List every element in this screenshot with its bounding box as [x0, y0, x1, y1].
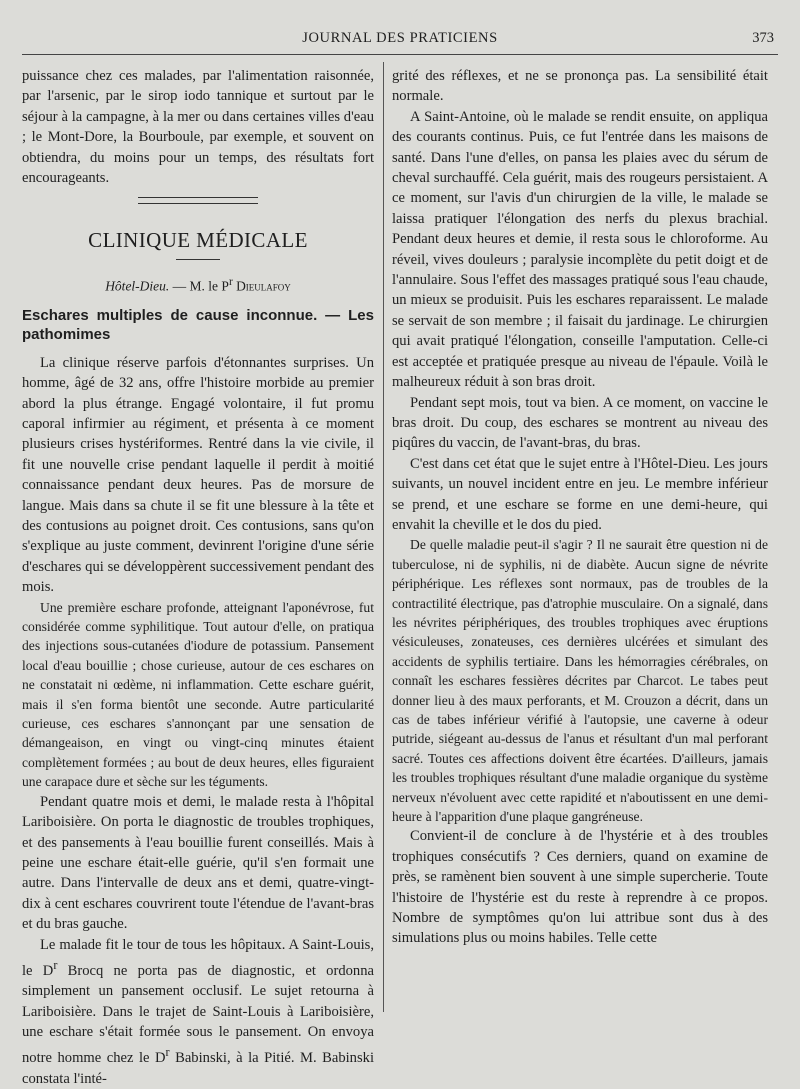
right-column [392, 66, 768, 949]
page-number: 373 [752, 30, 774, 46]
byline [22, 272, 374, 297]
text-run: Brocq ne porta pas de diagnostic, et ordonna simplement un pansement occlusif. Le sujet retourna à Lariboisière. Dans le trajet de Saint-Louis à Lariboisière, une eschare s'était formée sous le pansement. On envoya notre homme chez le D [22, 962, 374, 1067]
paragraph: Convient-il de conclure à de l'hystérie et à des troubles trophiques consécutifs ? Ces derniers, quand on examine de près, se ramènent bien souvent à une simple supercherie. Toute l'histoire de l'hystérie est du reste à reprendre à ce propos. Nombre de symptômes qu'on lui attribue sont dus à des simulations plus ou moins habiles. Telle cette [392, 828, 768, 947]
paragraph: Pendant sept mois, tout va bien. A ce moment, on vaccine le bras droit. Du coup, des eschares se montrent au niveau des piqûres du vaccin, de l'avant-bras, du bras. [392, 394, 768, 452]
header-rule [22, 54, 778, 55]
byline-superscript: r [228, 275, 233, 288]
paragraph: C'est dans cet état que le sujet entre à l'Hôtel-Dieu. Les jours suivants, un nouvel incident entre en jeu. Le membre inférieur se prend, et une eschare se forme en une demi-heure, qui envahit la cheville et le dos du pied. [392, 455, 768, 533]
section-title: CLINIQUE MÉDICALE [88, 228, 308, 253]
column-divider [383, 62, 384, 1012]
paragraph: Une première eschare profonde, atteignant l'aponévrose, fut considérée comme syphilitique. Tout autour d'elle, on pratiqua des injections sous-cutanées d'iodure de potassium. Pansement local d'eau bouillie ; chose curieuse, autour de ces eschares on ne constatait ni œdème, ni inflammation. Cette eschare guérit, mais il s'en forma bientôt une seconde. Autre particularité curieuse, ces eschares s'annonçant par une sensation de démangeaison, en vingt ou vingt-cinq minutes étaient complètement formées ; au bout de deux heures, elles figuraient une carapace dure et sèche sur les téguments. [22, 599, 374, 790]
paragraph: La clinique réserve parfois d'étonnantes surprises. Un homme, âgé de 32 ans, offre l'histoire morbide au premier abord la plus étrange. Engagé volontaire, il fut promu caporal infirmier au régiment, et présenta à ce moment plusieurs crises hystériformes. Rentré dans la vie civile, il fit une nouvelle crise pendant laquelle il perdit à moitié connaissance pendant deux heures. Pas de morsure de langue. Mais dans sa chute il se fit une blessure à la tête et des contusions au poignet droit. Ces contusions, sans qu'on s'explique au juste comment, devinrent l'origine d'une série d'eschares qui se développèrent successivement pendant des mois. [22, 354, 374, 596]
paragraph: A Saint-Antoine, où le malade se rendit ensuite, on appliqua des courants continus. Puis, ce fut l'entrée dans les maisons de santé. Dans l'une d'elles, on pansa les plaies avec du sérum de cheval surchauffé. Cela guérit, mais des rougeurs persistaient. A ce moment, sur l'avis d'un chirurgien de la ville, le malade se laissa pratiquer l'élongation des nerfs du plexus brachial. Pendant deux heures et demie, il resta sous le chloroforme. Au réveil, vives douleurs ; paralysie incomplète du petit doigt et de l'annulaire. Sous l'effet des massages pratiqué sous l'eau chaude, un mieux se produisit. Puis les eschares reparaissent. Le malade se servait de son membre ; il faisait du jardinage. Le chirurgien qui avait pratiqué l'élongation, conseille l'amputation. Celle-ci est acceptée et pratiquée presque au niveau de l'épaule. Voilà le malheureux réduit à son bras droit. [392, 108, 768, 391]
text-run: Babinski, à la Pitié. M. Babinski constata l'inté- [22, 1050, 374, 1087]
paragraph: Pendant quatre mois et demi, le malade resta à l'hôpital Lariboisière. On porta le diagnostic de troubles trophiques, et des pansements à l'eau bouillie furent conseillés. Mais à peine une eschare était-elle guérie, qu'il s'en formait une autre. Dans l'intervalle de deux ans et demi, quatre-vingt-dix à cent eschares couvrirent toute l'étendue de l'avant-bras et du bras gauche. [22, 793, 374, 933]
title-rule [176, 259, 220, 260]
paragraph: grité des réflexes, et ne se prononça pas. La sensibilité était normale. [392, 68, 768, 105]
running-title: JOURNAL DES PRATICIENS [302, 30, 498, 46]
superscript: r [165, 1045, 170, 1060]
byline-name: Dieulafoy [232, 278, 291, 294]
left-column [22, 66, 374, 1089]
paragraph [22, 935, 374, 1089]
byline-place: Hôtel-Dieu. [105, 278, 170, 294]
paragraph: puissance chez ces malades, par l'alimentation raisonnée, par l'arsenic, par le sirop iodo tannique et surtout par le séjour à la campagne, à la mer ou dans certaines villes d'eau ; le Mont-Dore, la Bourboule, par exemple, et souvent on obtiendra, du moins pour un temps, des résultats fort encourageants. [22, 68, 374, 187]
ornamental-rule [138, 197, 258, 204]
byline-separator: — M. le P [169, 278, 229, 294]
superscript: r [53, 957, 58, 972]
article-title: Eschares multiples de cause inconnue. — Les pathomimes [22, 306, 374, 343]
running-head [22, 30, 778, 52]
paragraph: De quelle maladie peut-il s'agir ? Il ne saurait être question ni de tuberculose, ni de syphilis, ni de diabète. Aucun signe de névrite périphérique. Les réflexes sont normaux, pas de troubles de la contractilité électrique, pas d'atrophie musculaire. On a signalé, dans les névrites périphériques, des troubles trophiques avec éruptions vésiculeuses, zonateuses, ces dernières ulcérées et simulant des accidents de syphilis tertiaire. Dans les hémorragies cérébrales, on connaît les eschares fessières décrites par Charcot. Le tabes peut donner lieu à des maux perforants, et M. Crouzon a décrit, dans un cas de tabes inférieur vérifié à l'autopsie, une caverne à odeur putride, siégeant au-dessus de l'anus et résultant d'un mal perforant sacré. Toutes ces affections doivent être écartées. D'ailleurs, jamais les troubles trophiques résultant d'une maladie organique du système nerveux n'évoluent avec cette rapidité et n'aboutissent en une demi-heure à l'apparition d'une plaque gangréneuse. [392, 537, 768, 825]
text-run: Le malade fit le tour de tous les hôpitaux. A Saint-Louis, le D [22, 936, 374, 979]
